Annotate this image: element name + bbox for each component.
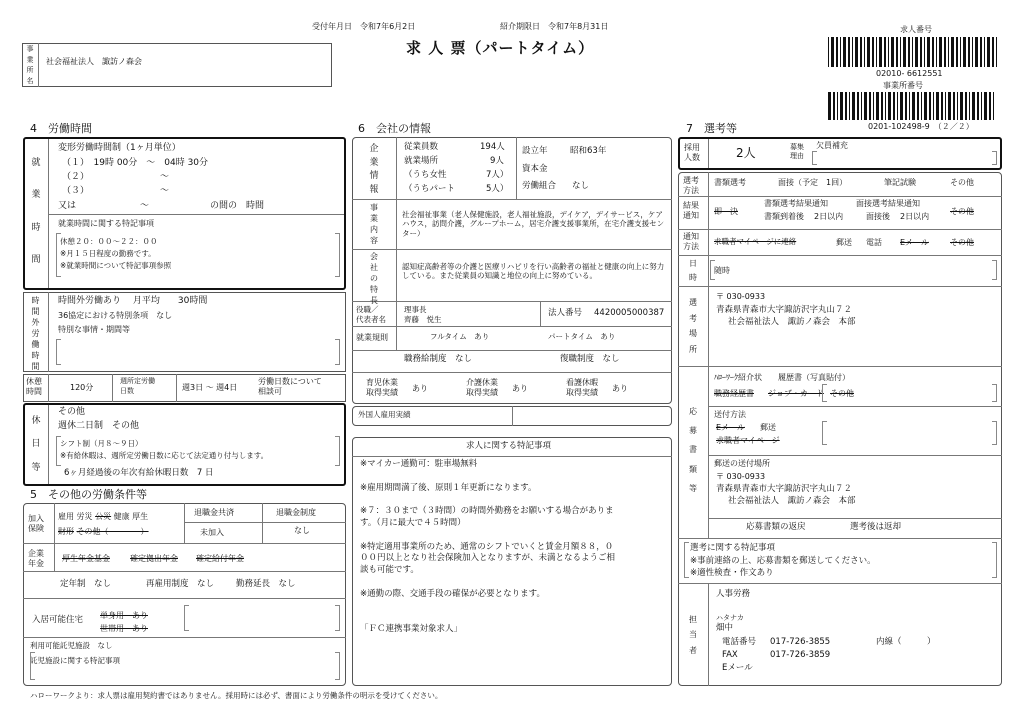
site-value: 9人	[490, 156, 504, 166]
emp-label: 従業員数	[404, 142, 439, 152]
paid-leave: 6ヶ月経過後の年次有給休暇日数 7 日	[64, 468, 214, 478]
holiday-note: シフト制（月８～９日）	[60, 439, 143, 448]
housing-label: 入居可能住宅	[32, 615, 84, 625]
return-label: 応募書類の返戻	[746, 522, 806, 532]
job-special-line: ※雇用期間満了後、原則１年更新になります。	[360, 482, 537, 493]
notice-item: 郵送	[836, 238, 852, 247]
insurance-label: 加入 保険	[28, 514, 44, 534]
tel-label: 電話番号	[722, 637, 757, 647]
destination-title: 郵送の送付場所	[714, 459, 770, 468]
retirement-age: 定年制 なし	[60, 579, 112, 589]
business-label: 事 業 内 容	[370, 203, 378, 245]
weekly-label: 週所定労働 日数	[120, 377, 155, 395]
contact-label: 担 当 者	[689, 615, 697, 655]
method-label: 選考 方法	[683, 176, 699, 196]
nursing-leave-label: 看護休暇 取得実績	[566, 378, 598, 398]
female-value: 7人）	[486, 170, 509, 180]
special-line: ※月１５日程度の勤務です。	[60, 249, 156, 258]
contact-name: 畑中	[716, 623, 734, 633]
rules-label: 就業規則	[356, 333, 388, 342]
capital-label: 資本金	[522, 164, 548, 174]
result-doc-days: 2日以内	[814, 212, 844, 221]
tilde: ～	[160, 186, 170, 196]
return-value: 選考後は返却	[850, 522, 902, 532]
place-label: 選 考 場 所	[689, 298, 697, 354]
weekly-note: 労働日数について 相談可	[258, 377, 322, 397]
section7-heading: 7 選考等	[686, 122, 737, 135]
rules-part: パートタイム あり	[548, 332, 616, 341]
documents-item: 職務経歴書	[714, 389, 754, 398]
job-number: 02010- 6612551	[876, 69, 943, 78]
part-value: 5人）	[486, 184, 509, 194]
shift-3: （３）	[62, 186, 90, 196]
care-leave-value: あり	[512, 384, 528, 393]
job-special-line: 談も可能です。	[360, 565, 419, 576]
extension-label: 内線（ ）	[876, 637, 936, 647]
extension: 勤務延長 なし	[236, 579, 296, 589]
destination-zip: 〒 030-0933	[716, 472, 766, 481]
rules-full: フルタイム あり	[430, 332, 490, 341]
send-item: 郵送	[760, 423, 776, 432]
female-label: （うち女性	[404, 170, 447, 180]
job-special-line: ※マイカー通勤可：駐車場無料	[360, 459, 478, 469]
overtime-special: 特別な事情・期間等	[58, 325, 130, 334]
corp-number: 4420005000387	[594, 308, 665, 318]
hiring-count-label: 採用 人数	[684, 143, 700, 163]
notice-item: Eメール	[900, 238, 929, 247]
union-value: なし	[572, 181, 590, 191]
job-special-title: 求人に関する特記事項	[466, 441, 552, 451]
or-label: 又は	[58, 201, 77, 211]
method-item: 書類選考	[714, 178, 746, 187]
shift-2: （２）	[62, 172, 90, 182]
childcare-facility: 利用可能託児施設 なし	[30, 641, 113, 650]
hours-type: 変形労働時間制（1ヶ月単位）	[58, 143, 181, 153]
part-label: （うちパート	[404, 184, 456, 194]
foreign-label: 外国人雇用実績	[358, 410, 411, 419]
corp-number-label: 法人番号	[548, 308, 583, 318]
corp-pension-item: 厚生年金基金	[62, 554, 110, 563]
childcare-leave-label: 育児休業 取得実績	[366, 378, 398, 398]
email-label: Eメール	[722, 663, 753, 673]
job-special-line: ※通勤の際、交通手段の確保が必要となります。	[360, 588, 545, 599]
result-other: その他	[950, 207, 974, 216]
taishoku-system-label: 退職金制度	[276, 508, 316, 517]
result-int-time: 面接後	[866, 212, 890, 221]
send-method-title: 送付方法	[714, 410, 746, 419]
overtime-label: 時 間 外 労 働 時 間	[31, 296, 40, 371]
result-interview-notice: 面接選考結果通知	[856, 199, 920, 208]
section6-heading: 6 会社の情報	[358, 122, 431, 135]
representative: 理事長 齊藤 悦生	[404, 305, 442, 324]
reason-value: 欠員補充	[816, 141, 848, 150]
shugyo-label: 就 業 時 間	[31, 157, 41, 266]
job-special-line: す。（月に最大で４５時間）	[360, 518, 466, 528]
special-title: 就業時間に関する特記事項	[58, 219, 154, 228]
documents-item: その他	[830, 389, 854, 398]
feature-label: 会 社 の 特 長	[370, 252, 378, 305]
corp-pension-item: 確定給付年金	[196, 554, 244, 563]
insurance-line2: 財形 その他（ ）	[58, 527, 149, 536]
contact-kana: ハタナカ	[716, 614, 744, 622]
documents-item: ジョブ・カード	[768, 389, 824, 398]
care-leave-label: 介護休業 取得実績	[466, 378, 498, 398]
office-number-label: 事業所番号	[883, 81, 923, 90]
founded-label: 設立年	[522, 146, 548, 156]
place-address: 青森県青森市大字諏訪沢字丸山７２	[716, 305, 853, 315]
business-text: 社会福祉事業（老人保健施設，老人福祉施設，デイケア，デイサービス，ケアハウス，訪問介護，グループホーム，居宅介護支援事業所，在宅介護支援センター）	[402, 210, 665, 238]
corp-pension-item: 確定拠出年金	[130, 554, 178, 563]
special-line: ※就業時間について特記事項参照	[60, 261, 172, 270]
job-pay-system: 職務給制度 なし	[404, 354, 473, 364]
method-item: 筆記試験	[884, 178, 916, 187]
result-doc-time: 書類到着後	[764, 212, 804, 221]
rehire-system: 再雇用制度 なし	[146, 579, 215, 589]
destination-address: 青森県青森市大字諏訪沢字丸山７２	[716, 484, 853, 494]
result-int-days: 2日以内	[900, 212, 930, 221]
received-date: 受付年月日 令和7年6月2日	[312, 22, 416, 31]
holiday-main: 週休二日制 その他	[58, 421, 140, 431]
documents-line1: ﾊﾛｰﾜｰｸ紹介状 履歴書（写真貼付）	[714, 373, 850, 382]
founded-value: 昭和63年	[570, 146, 607, 156]
tilde: ～	[160, 172, 170, 182]
holiday-note: ※有給休暇は、週所定労働日数に応じて法定通り付与します。	[60, 451, 269, 460]
company-label: 企 業 情 報	[369, 144, 379, 195]
fax-label: FAX	[722, 650, 738, 660]
footer-note: ハローワークより：求人票は雇用契約書ではありません。採用時には必ず、書面により労働条件の明示を受けてください。	[30, 691, 443, 700]
corp-pension-label: 企業 年金	[28, 549, 44, 569]
childcare-leave-value: あり	[412, 384, 428, 393]
representative-label: 役職／ 代表者名	[356, 305, 386, 324]
taishoku-system-value: なし	[294, 526, 310, 535]
emp-value: 194人	[480, 142, 505, 152]
method-item: その他	[950, 178, 974, 187]
childcare-special: 託児施設に関する特記事項	[30, 656, 120, 665]
between-label: の間の 時間	[210, 201, 265, 211]
taishoku-label: 退職金共済	[194, 508, 234, 517]
page-title: 求 人 票（パートタイム）	[406, 39, 595, 57]
holiday-label: 休 日 等	[31, 416, 41, 473]
overtime-36: 36協定における特別条項 なし	[58, 311, 173, 320]
insurance-line1: 雇用 労災 公災 健康 厚生	[58, 512, 149, 521]
place-zip: 〒 030-0933	[716, 292, 766, 301]
feature-text: 認知症高齢者等の介護と医療リハビリを行い高齢者の福祉と健康の向上に努力している。また従業員の知識と地位の向上に努めている。	[402, 262, 665, 281]
break-label: 休憩 時間	[26, 377, 42, 397]
hiring-count: 2人	[736, 146, 756, 160]
notice-item: その他	[950, 238, 974, 247]
weekly-value: 週3日 ～ 週4日	[182, 383, 238, 392]
holiday-other: その他	[58, 407, 86, 417]
job-number-label: 求人番号	[900, 25, 932, 34]
job-number-barcode	[828, 37, 998, 67]
job-special-line: ００円以上となり社会保険加入となりますが、未満となるようご相	[360, 553, 616, 564]
documents-label: 応 募 書 類 等	[689, 407, 697, 493]
nursing-leave-value: あり	[612, 384, 628, 393]
job-special-line: ※特定適用事業所のため、通常のシフトでいくと賃金月額８８，０	[360, 541, 614, 552]
notice-item: 電話	[866, 238, 882, 247]
send-item: 求職者マイページ	[716, 436, 780, 445]
contact-dept: 人事労務	[716, 589, 751, 599]
tilde: ～	[140, 201, 150, 211]
break-value: 120分	[70, 383, 94, 392]
selection-special-title: 選考に関する特記事項	[690, 543, 776, 553]
overtime-main: 時間外労働あり 月平均 30時間	[58, 296, 208, 306]
taishoku-value: 未加入	[200, 528, 224, 537]
place-org: 社会福祉法人 諏訪ノ森会 本部	[728, 317, 856, 327]
result-label: 結果 通知	[683, 201, 699, 221]
office-label: 事 業 所 名	[26, 45, 34, 85]
housing-item: 世帯用 あり	[100, 624, 148, 633]
date-label: 日 時	[689, 259, 697, 282]
method-item: 面接（予定 1回）	[778, 178, 848, 187]
office-number-barcode	[828, 92, 998, 120]
special-line: 休憩２０：００～２２：００	[60, 237, 158, 246]
section4-heading: 4 労働時間	[30, 122, 92, 135]
reinstatement-system: 復職制度 なし	[560, 354, 620, 364]
union-label: 労働組合	[522, 181, 557, 191]
tel-value: 017-726-3855	[770, 637, 831, 647]
job-special-line: 「ＦＣ連携事業対象求人」	[360, 624, 463, 635]
notice-item: 求職者マイページに連絡	[714, 237, 797, 246]
notice-label: 通知 方法	[683, 232, 699, 252]
destination-org: 社会福祉法人 諏訪ノ森会 本部	[728, 496, 856, 506]
result-doc-notice: 書類選考結果通知	[764, 199, 828, 208]
job-special-line: ※７：３０まで（３時間）の時間外勤務をお願いする場合がありま	[360, 506, 614, 517]
fax-value: 017-726-3859	[770, 650, 831, 660]
office-number: 0201-102498-9 （２／２）	[868, 122, 974, 131]
referral-deadline: 紹介期限日 令和7年8月31日	[500, 22, 609, 31]
shift-1: （１） 19時 00分 ～ 04時 30分	[62, 158, 209, 168]
selection-special-line: ※適性検査・作文あり	[690, 568, 774, 578]
office-name: 社会福祉法人 諏訪ノ森会	[46, 57, 142, 66]
result-immediate: 即 決	[714, 207, 738, 216]
section5-heading: 5 その他の労働条件等	[30, 488, 147, 501]
reason-label: 募集 理由	[790, 143, 804, 161]
site-label: 就業場所	[404, 156, 439, 166]
date-value: 随時	[714, 266, 730, 275]
housing-item: 単身用 あり	[100, 611, 148, 620]
send-item: Eメール	[716, 423, 745, 432]
selection-special-line: ※事前連絡の上、応募書類を郵送してください。	[690, 556, 876, 566]
